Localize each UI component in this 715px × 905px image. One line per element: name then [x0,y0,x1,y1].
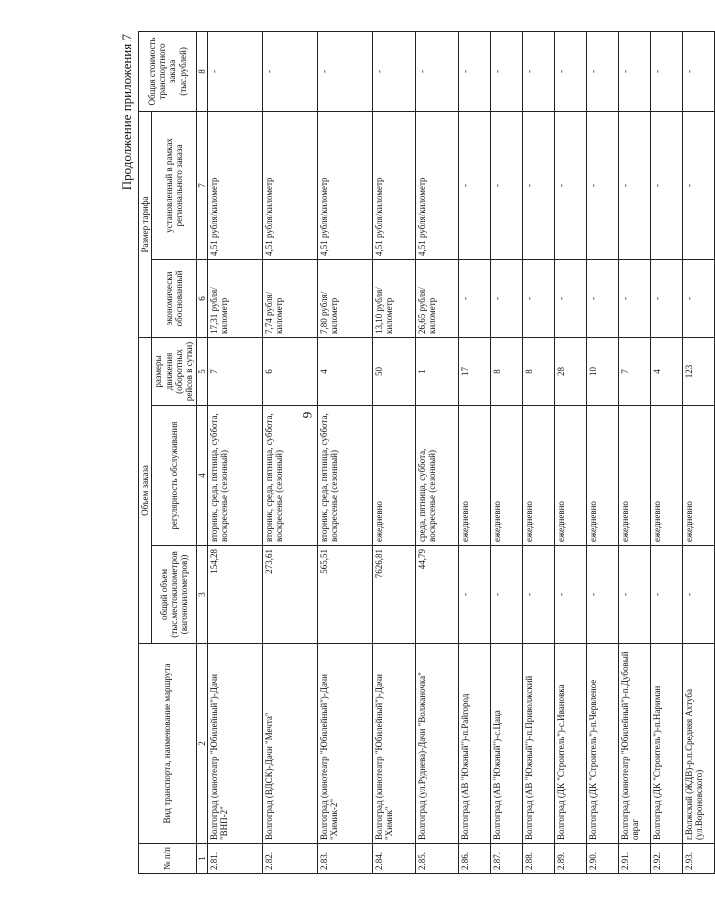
cell-num: 2.92. [651,844,683,874]
table-row [416,31,459,873]
table-row [651,31,683,873]
cell-regularity: ежедневно [587,406,619,546]
cell-tariff-regional: - [555,111,587,259]
cell-regularity: ежедневно [523,406,555,546]
cell-total: - [263,31,318,111]
cell-volume: 7626,81 [373,546,416,644]
header-tariff-group: Размер тарифа [139,111,152,337]
header-total-cost: Общая стоимость транспортного заказа (тыс.рублей) [139,31,197,111]
cell-tariff-econ: - [587,259,619,337]
cell-volume: 44,79 [416,546,459,644]
header-row-1 [139,31,152,873]
cell-traffic: 6 [263,337,318,405]
cell-route: Волгоград (ДК "Строитель")-с.Ивановка [555,644,587,844]
cell-tariff-regional: - [491,111,523,259]
table-row [208,31,263,873]
cell-volume: - [651,546,683,644]
cell-tariff-regional: - [683,111,715,259]
cell-tariff-econ: 7,80 рубля/ километр [318,259,373,337]
table-row [318,31,373,873]
cell-total: - [683,31,715,111]
cell-tariff-regional: - [523,111,555,259]
cell-volume: - [619,546,651,644]
cell-traffic: 1 [416,337,459,405]
cell-tariff-econ: - [651,259,683,337]
cell-tariff-econ: - [459,259,491,337]
cell-tariff-econ: - [491,259,523,337]
cell-route: Волгоград (АВ "Южный")-п.Приволжский [523,644,555,844]
cell-traffic: 8 [523,337,555,405]
cell-regularity: вторник, среда, пятница, суббота, воскресенье (сезонный) [263,406,318,546]
cell-traffic: 8 [491,337,523,405]
cell-num: 2.93. [683,844,715,874]
cell-volume: - [491,546,523,644]
col-number: 5 [196,337,207,405]
cell-volume: - [523,546,555,644]
cell-tariff-econ: - [523,259,555,337]
column-number-row [196,31,207,873]
cell-traffic: 4 [318,337,373,405]
cell-tariff-regional: 4,51 рубля/километр [263,111,318,259]
cell-total: - [587,31,619,111]
cell-tariff-econ: 7,74 рубля/ километр [263,259,318,337]
table-row [587,31,619,873]
cell-num: 2.86. [459,844,491,874]
cell-tariff-regional: - [619,111,651,259]
cell-regularity: ежедневно [619,406,651,546]
rotated-page-content [116,32,705,874]
cell-route: Волгоград (кинотеатр "Юбилейный")-Дачи "Химик-2" [318,644,373,844]
col-number: 4 [196,406,207,546]
table-row [523,31,555,873]
cell-total: - [373,31,416,111]
cell-volume: 273,61 [263,546,318,644]
col-number: 1 [196,844,207,874]
cell-tariff-regional: - [651,111,683,259]
cell-total: - [651,31,683,111]
cell-num: 2.91. [619,844,651,874]
cell-regularity: ежедневно [683,406,715,546]
cell-tariff-econ: 17,31 рубля/ километр [208,259,263,337]
col-number: 3 [196,546,207,644]
col-number: 6 [196,259,207,337]
cell-traffic: 17 [459,337,491,405]
cell-total: - [619,31,651,111]
cell-tariff-regional: 4,51 рубля/километр [373,111,416,259]
cell-total: - [416,31,459,111]
cell-route: Волгоград (АВ "Южный")-п.Райгород [459,644,491,844]
cell-regularity: ежедневно [491,406,523,546]
cell-tariff-regional: 4,51 рубля/километр [318,111,373,259]
appendix-label: Продолжение приложения 7 [119,34,134,191]
cell-total: - [318,31,373,111]
cell-volume: - [587,546,619,644]
cell-tariff-regional: - [459,111,491,259]
table-row [683,31,715,873]
cell-route: г.Волжский (ЖДВ)-р.п.Средняя Ахтуба (ул.Вороновского) [683,644,715,844]
cell-num: 2.82. [263,844,318,874]
cell-traffic: 28 [555,337,587,405]
cell-traffic: 50 [373,337,416,405]
cell-num: 2.87. [491,844,523,874]
cell-volume: 565,51 [318,546,373,644]
cell-tariff-econ: - [619,259,651,337]
table-row [555,31,587,873]
cell-volume: - [555,546,587,644]
col-number: 2 [196,644,207,844]
cell-num: 2.89. [555,844,587,874]
table-row [263,31,318,873]
cell-regularity: ежедневно [651,406,683,546]
table-row [459,31,491,873]
cell-total: - [555,31,587,111]
cell-volume: - [683,546,715,644]
cell-total: - [523,31,555,111]
cell-route: Волгоград (ул.Руднева)-Дачи "Волжаночка" [416,644,459,844]
table-row [619,31,651,873]
cell-regularity: ежедневно [373,406,416,546]
cell-regularity: ежедневно [459,406,491,546]
tariff-table [138,31,715,874]
cell-volume: 154,28 [208,546,263,644]
cell-route: Волгоград (кинотеатр "Юбилейный")-Дачи "Химик" [373,644,416,844]
cell-regularity: вторник, среда, пятница, суббота, воскресенье (сезонный) [208,406,263,546]
cell-volume: - [459,546,491,644]
cell-route: Волгоград (ДК "Строитель")-п.Нариман [651,644,683,844]
col-number: 8 [196,31,207,111]
cell-num: 2.88. [523,844,555,874]
cell-num: 2.85. [416,844,459,874]
cell-route: Волгоград (кинотеатр "Юбилейный")-п.Дубовый овраг [619,644,651,844]
cell-num: 2.90. [587,844,619,874]
cell-regularity: среда, пятница, суббота, воскресенье (сезонный) [416,406,459,546]
cell-route: Волгоград (ДК "Строитель")-п.Червленое [587,644,619,844]
cell-num: 2.81. [208,844,263,874]
cell-tariff-econ: 26,65 рубля/ километр [416,259,459,337]
cell-traffic: 7 [619,337,651,405]
col-number: 7 [196,111,207,259]
cell-route: Волгоград (кинотеатр "Юбилейный")-Дачи "ВНП-2" [208,644,263,844]
cell-tariff-regional: - [587,111,619,259]
cell-total: - [459,31,491,111]
cell-tariff-regional: 4,51 рубля/километр [208,111,263,259]
header-num: № п/п [139,844,197,874]
table-row [373,31,416,873]
cell-regularity: ежедневно [555,406,587,546]
cell-tariff-regional: 4,51 рубля/километр [416,111,459,259]
page-number: 9 [299,411,315,419]
header-route: Вид транспорта, наименование маршрута [139,644,197,844]
cell-num: 2.84. [373,844,416,874]
table-row [491,31,523,873]
cell-tariff-econ: - [555,259,587,337]
cell-traffic: 7 [208,337,263,405]
cell-tariff-econ: 13,10 рубля/ километр [373,259,416,337]
cell-total: - [208,31,263,111]
cell-regularity: вторник, среда, пятница, суббота, воскресенье (сезонный) [318,406,373,546]
header-regularity: регулярность обслуживания [152,406,196,546]
header-traffic: размеры движения (оборотных рейсов в сутки) [152,337,196,405]
cell-traffic: 4 [651,337,683,405]
header-volume-total: общий объем (тыс.местокилометров (вагонокилометров)) [152,546,196,644]
header-volume-group: Объем заказа [139,337,152,643]
cell-tariff-econ: - [683,259,715,337]
header-tariff-regional: установленный в рамках регионального заказа [152,111,196,259]
cell-traffic: 10 [587,337,619,405]
cell-route: Волгоград (ВДСК)-Дачи "Мечта" [263,644,318,844]
cell-traffic: 123 [683,337,715,405]
cell-num: 2.83. [318,844,373,874]
cell-total: - [491,31,523,111]
cell-route: Волгоград (АВ "Южный")-с.Цаца [491,644,523,844]
header-tariff-econ: экономически обоснованный [152,259,196,337]
